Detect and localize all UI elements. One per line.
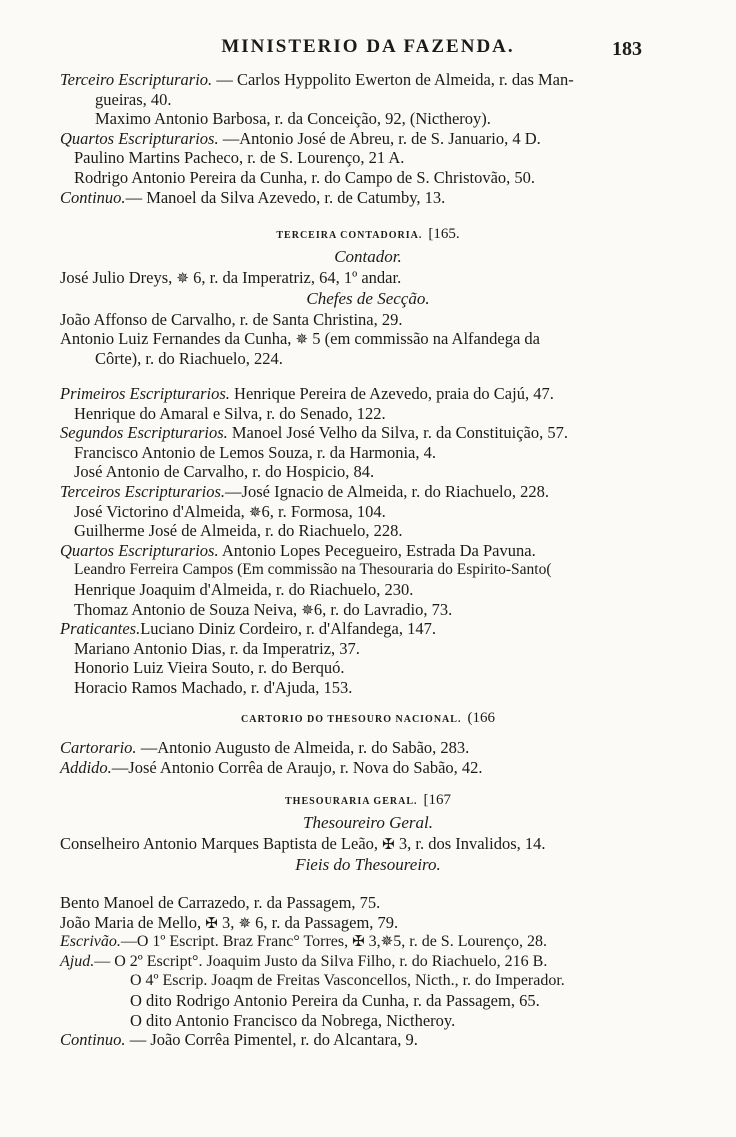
entry-line: José Antonio de Carvalho, r. do Hospicio, 84. (74, 462, 375, 482)
entry-line: Antonio Luiz Fernandes da Cunha, ✵ 5 (em commissão na Alfandega da (0, 329, 736, 349)
entry-line: Quartos Escripturarios. Antonio Lopes Pecegueiro, Estrada Da Pavuna. (60, 540, 536, 560)
subheading: Thesoureiro Geral. (302, 813, 433, 832)
entry-line: Guilherme José de Almeida, r. do Riachuelo, 228. (74, 521, 403, 541)
cross-insignia-icon: ✠ (382, 837, 395, 853)
block-terceira-contadoria (0, 384, 736, 698)
entry-line: Primeiros Escripturarios. Henrique Pereira de Azevedo, praia do Cajú, 47. (60, 384, 554, 403)
entry-line: Henrique do Amaral e Silva, r. do Senado, 122. (74, 403, 386, 423)
entry-line: José Julio Dreys, ✵ 6, r. da Imperatriz, 64, 1º andar. (0, 268, 736, 288)
page-header: MINISTERIO DA FAZENDA. (221, 36, 515, 57)
entry-line: Escrivão.—O 1º Escript. Braz Franc° Torres, ✠ 3,✵5, r. de S. Lourenço, 28. (0, 932, 736, 952)
order-insignia-icon: ✵ (176, 271, 189, 287)
entry-line: Maximo Antonio Barbosa, r. da Conceição, 92, (Nictheroy). (95, 109, 491, 129)
entry-line: Paulino Martins Pacheco, r. de S. Lourenço, 21 A. (74, 148, 405, 168)
section-heading: CARTORIO DO THESOURO NACIONAL. (166 (241, 710, 495, 726)
block-escripturarios (0, 70, 736, 207)
entry-line: Continuo. — João Corrêa Pimentel, r. do Alcantara, 9. (60, 1030, 418, 1050)
order-insignia-icon: ✵ (248, 504, 262, 521)
entry-line: Terceiro Escripturario. — Carlos Hyppolito Ewerton de Almeida, r. das Man- (60, 70, 574, 89)
page-number: 183 (612, 38, 642, 60)
entry-line: João Affonso de Carvalho, r. de Santa Christina, 29. (60, 309, 403, 329)
entry-line: Terceiros Escripturarios.—José Ignacio de Almeida, r. do Riachuelo, 228. (60, 481, 550, 501)
entry-line: Addido.—José Antonio Corrêa de Araujo, r. Nova do Sabão, 42. (60, 757, 483, 777)
order-insignia-icon: ✵ (238, 915, 252, 932)
block-thesouraria (0, 893, 736, 1050)
entry-line: Bento Manoel de Carrazedo, r. da Passagem, 75. (60, 893, 381, 912)
entry-line: Thomaz Antonio de Souza Neiva, ✵6, r. do Lavradio, 73. (0, 600, 736, 620)
subheading: Chefes de Secção. (306, 288, 430, 308)
entry-line: gueiras, 40. (95, 89, 172, 109)
order-insignia-icon: ✵ (295, 332, 309, 349)
entry-line: Segundos Escripturarios. Manoel José Velho da Silva, r. da Constituição, 57. (60, 423, 568, 443)
entry-line: Côrte), r. do Riachuelo, 224. (95, 348, 283, 368)
order-insignia-icon: ✵ (380, 934, 394, 951)
entry-line: Honorio Luiz Vieira Souto, r. do Berquó. (74, 658, 345, 678)
entry-line: Francisco Antonio de Lemos Souza, r. da Harmonia, 4. (74, 442, 437, 462)
cross-insignia-icon: ✠ (352, 934, 365, 951)
entry-line: Quartos Escripturarios. —Antonio José de Abreu, r. de S. Januario, 4 D. (60, 128, 541, 148)
entry-line: Leandro Ferreira Campos (Em commissão na Thesouraria do Espirito-Santo( (74, 561, 552, 579)
entry-line: José Victorino d'Almeida, ✵6, r. Formosa, 104. (0, 502, 736, 522)
entry-line: O 4º Escrip. Joaqm de Freitas Vasconcellos, Nicth., r. do Imperador. (130, 972, 565, 990)
entry-line: Cartorario. —Antonio Augusto de Almeida, r. do Sabão, 283. (60, 738, 470, 757)
entry-line: O dito Antonio Francisco da Nobrega, Nictheroy. (130, 1010, 456, 1030)
entry-line: Ajud.— O 2º Escript°. Joaquim Justo da Silva Filho, r. do Riachuelo, 216 B. (60, 952, 548, 970)
entry-line: Praticantes.Luciano Diniz Cordeiro, r. d'Alfandega, 147. (60, 619, 436, 639)
entry-line: Conselheiro Antonio Marques Baptista de Leão, ✠ 3, r. dos Invalidos, 14. (0, 834, 736, 854)
order-insignia-icon: ✵ (301, 602, 314, 619)
cross-insignia-icon: ✠ (205, 915, 218, 932)
section-heading: THESOURARIA GERAL. [167 (285, 792, 451, 808)
entry-line: O dito Rodrigo Antonio Pereira da Cunha, r. da Passagem, 65. (130, 990, 540, 1010)
entry-line: Continuo.— Manoel da Silva Azevedo, r. de Catumby, 13. (60, 187, 446, 207)
entry-line: Rodrigo Antonio Pereira da Cunha, r. do Campo de S. Christovão, 50. (74, 167, 536, 187)
subheading: Fieis do Thesoureiro. (295, 854, 441, 874)
entry-line: Henrique Joaquim d'Almeida, r. do Riachuelo, 230. (74, 579, 414, 599)
section-heading: TERCEIRA CONTADORIA. [165. (276, 226, 460, 242)
entry-line: Mariano Antonio Dias, r. da Imperatriz, 37. (74, 638, 360, 658)
entry-line: João Maria de Mello, ✠ 3, ✵ 6, r. da Passagem, 79. (0, 913, 736, 933)
entry-line: Horacio Ramos Machado, r. d'Ajuda, 153. (74, 677, 353, 697)
subheading: Contador. (334, 247, 402, 266)
